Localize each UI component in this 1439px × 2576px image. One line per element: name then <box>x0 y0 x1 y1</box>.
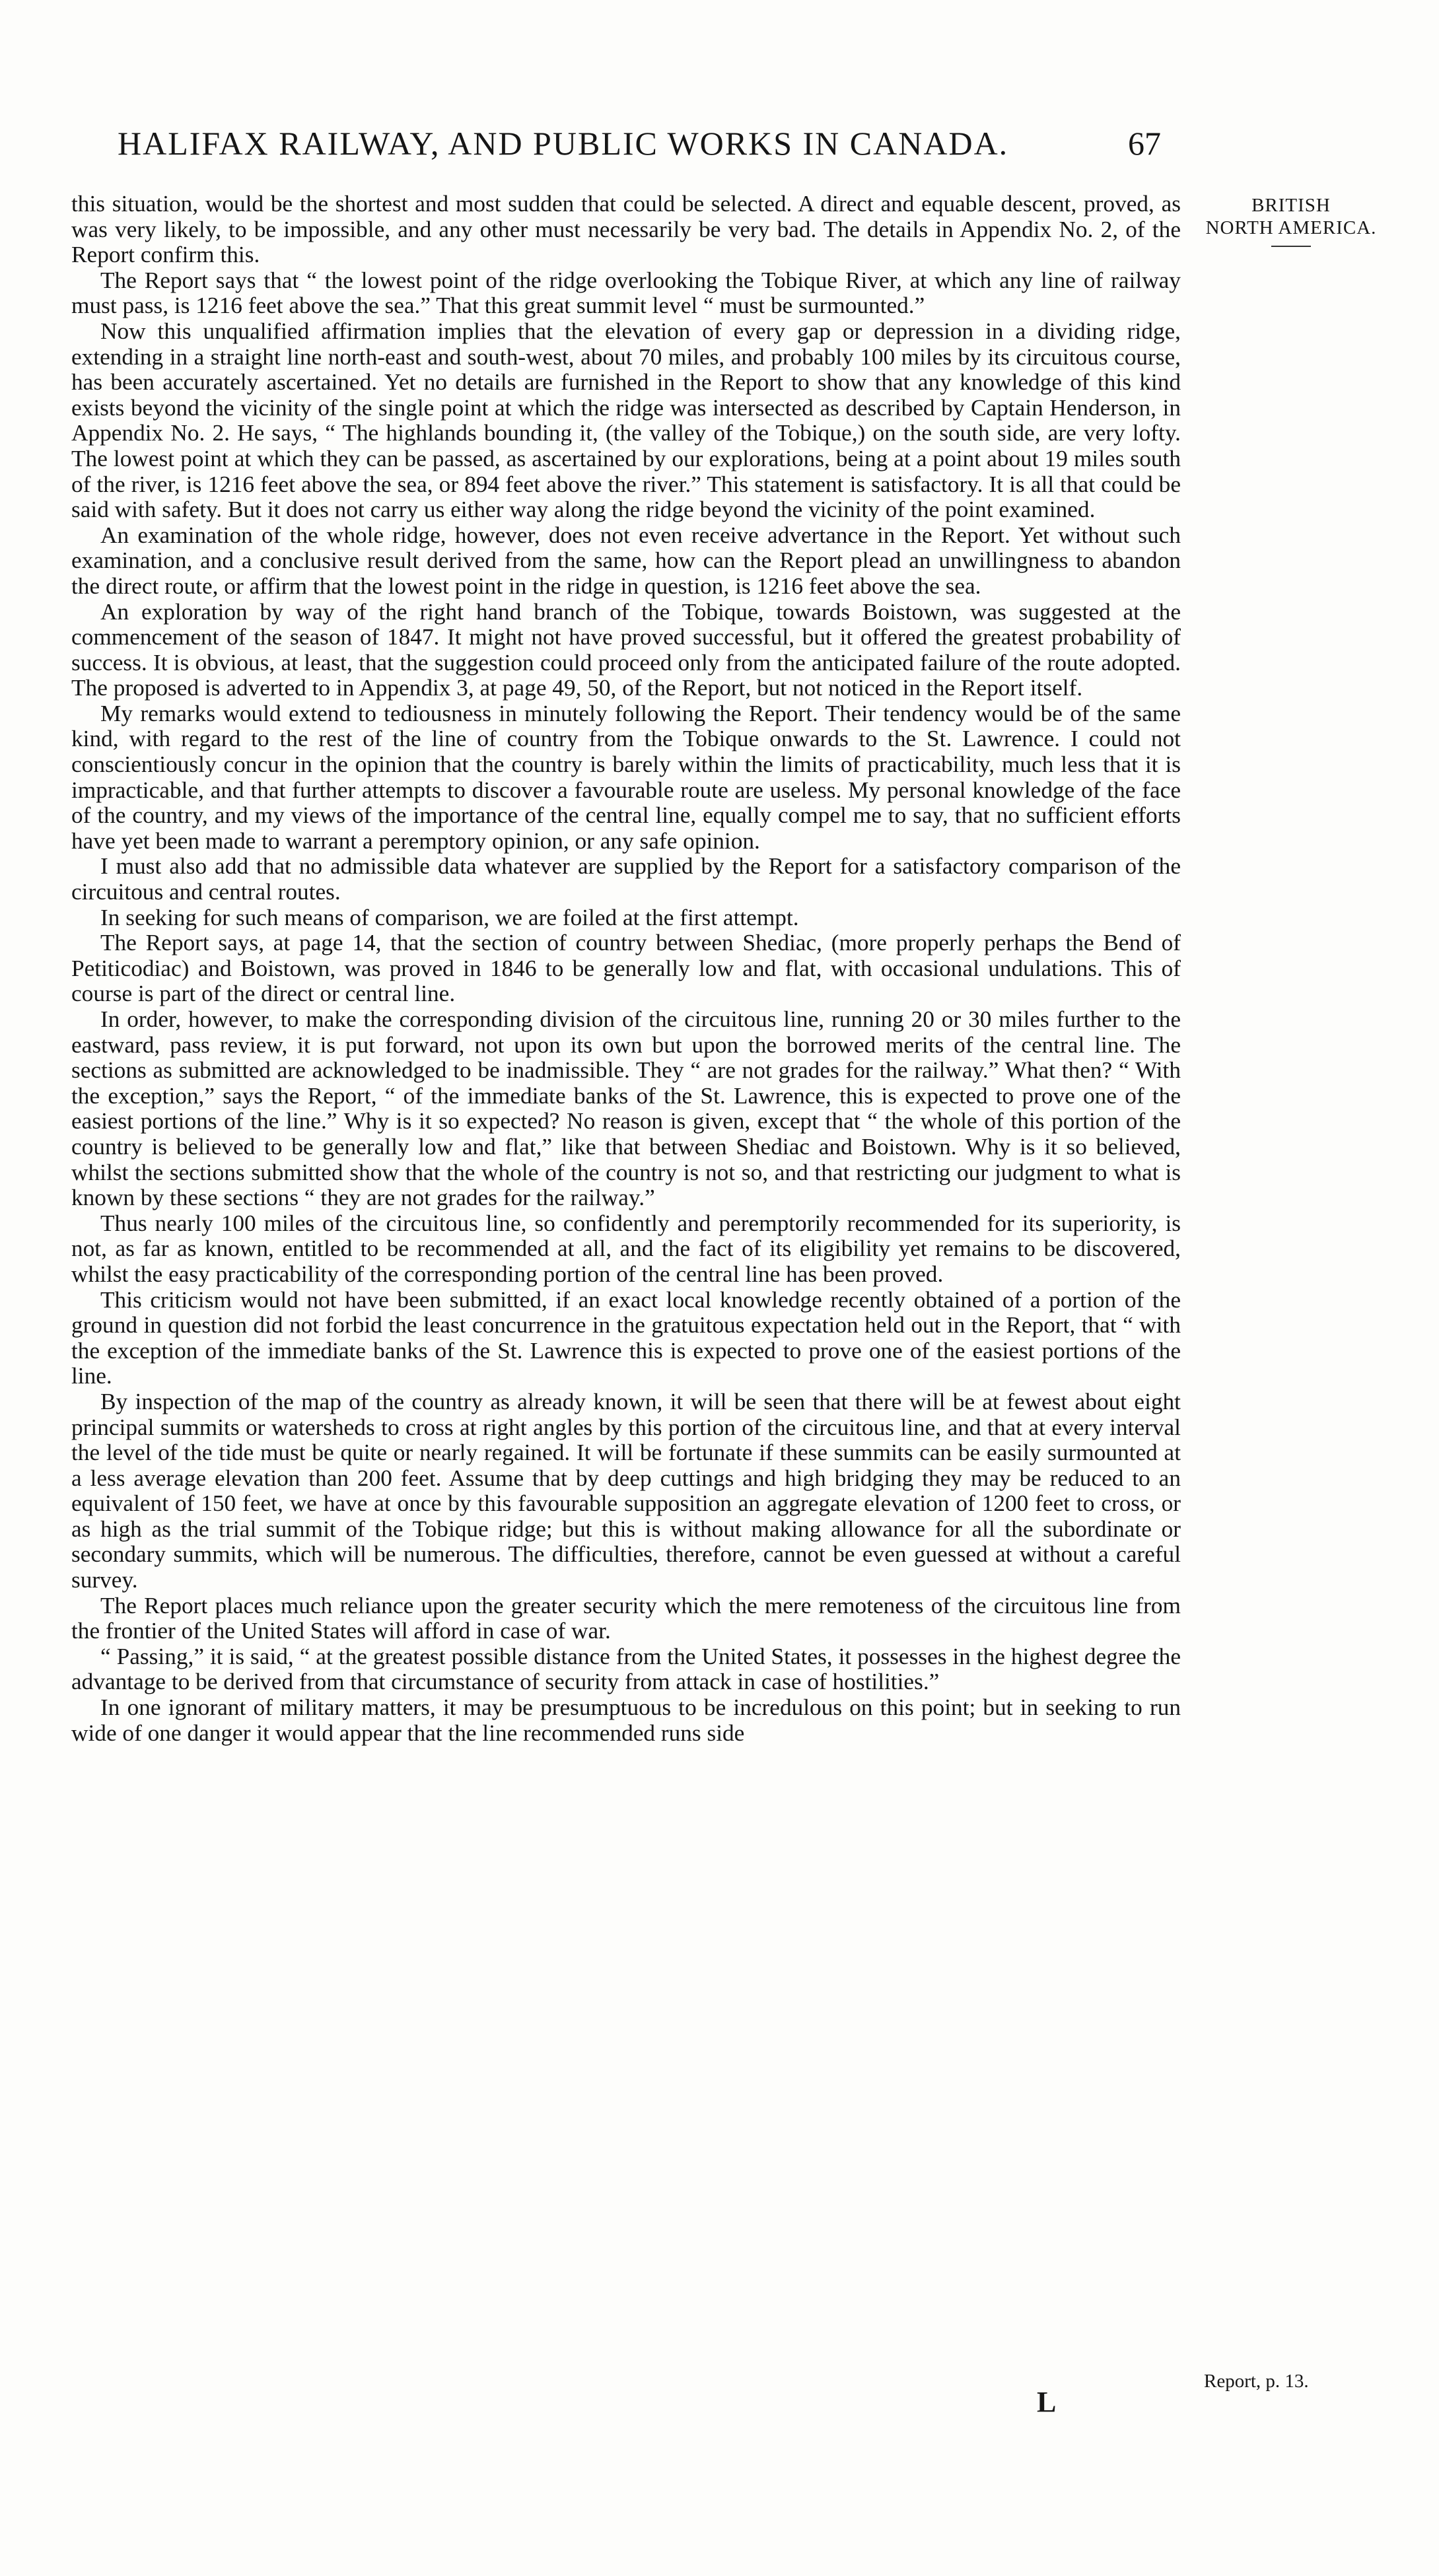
side-heading <box>1182 194 1400 247</box>
paragraph-15: “ Passing,” it is said, “ at the greatest possible distance from the United States, it possesses in the highest degree the advantage to be derived from that circumstance of security from attack in case of hostilities.” <box>71 1643 1181 1695</box>
page-header <box>118 124 1161 177</box>
paragraph-12: This criticism would not have been submitted, if an exact local knowledge recently obtained of a portion of the ground in question did not forbid the least concurrence in the gratuitous expectation held out in the Report, that “ with the exception of the immediate banks of the St. Lawrence this is expected to prove one of the easiest portions of the line. <box>71 1286 1181 1389</box>
paragraph-4: An examination of the whole ridge, however, does not even receive advertance in the Report. Yet without such examination, and a conclusive result derived from the same, how can the Report plead an unwillingness to abandon the direct route, or affirm that the lowest point in the ridge in question, is 1216 feet above the sea. <box>71 522 1181 599</box>
paragraph-9: The Report says, at page 14, that the section of country between Shediac, (more properly perhaps the Bend of Petiticodiac) and Boistown, was proved in 1846 to be generally low and flat, with occasional undulations. This of course is part of the direct or central line. <box>71 930 1181 1007</box>
paragraph-8: In seeking for such means of comparison, we are foiled at the first attempt. <box>100 904 799 930</box>
paragraph-10: In order, however, to make the corresponding division of the circuitous line, running 20 or 30 miles further to the eastward, pass review, it is put forward, not upon its own but upon the borrowed merits of the central line. The sections as submitted are acknowledged to be inadmissible. They “ are not grades for the railway.” What then? “ With the exception,” says the Report, “ of the immediate banks of the St. Lawrence, this is expected to prove one of the easiest portions of the line.” Why is it so expected? No reason is given, except that “ the whole of this portion of the country is believed to be generally low and flat,” like that between Shediac and Boistown. Why is it so believed, whilst the sections submitted show that the whole of the country is not so, and that restricting our judgment to what is known by these sections “ they are not grades for the railway.” <box>71 1006 1181 1211</box>
margin-note: Report, p. 13. <box>1204 2371 1309 2392</box>
signature-mark: L <box>1037 2386 1057 2418</box>
paragraph-6: My remarks would extend to tediousness in minutely following the Report. Their tendency would be of the same kind, with regard to the rest of the line of country from the Tobique onwards to the St. Lawrence. I could not conscientiously concur in the opinion that the country is barely within the limits of practicability, much less that it is impracticable, and that further attempts to discover a favourable route are useless. My personal knowledge of the face of the country, and my views of the importance of the central line, equally compel me to say, that no sufficient efforts have yet been made to warrant a peremptory opinion, or any safe opinion. <box>71 700 1181 854</box>
page-number: 67 <box>1128 125 1161 162</box>
paragraph-5: An exploration by way of the right hand branch of the Tobique, towards Boistown, was suggested at the commencement of the season of 1847. It might not have proved successful, but it offered the greatest probability of success. It is obvious, at least, that the suggestion could proceed only from the anticipated failure of the route adopted. The proposed is adverted to in Appendix 3, at page 49, 50, of the Report, but not noticed in the Report itself. <box>71 598 1181 701</box>
paragraph-1: this situation, would be the shortest and most sudden that could be selected. A direct and equable descent, proved, as was very likely, to be impossible, and any other must necessarily be very bad. The details in Appendix No. 2, of the Report confirm this. <box>71 191 1181 268</box>
paragraph-14: The Report places much reliance upon the greater security which the mere remoteness of the circuitous line from the frontier of the United States will afford in case of war. <box>71 1592 1181 1644</box>
paragraph-11: Thus nearly 100 miles of the circuitous line, so confidently and peremptorily recommended for its superiority, is not, as far as known, entitled to be recommended at all, and the fact of its eligibility yet remains to be discovered, whilst the easy practicability of the corresponding portion of the central line has been proved. <box>71 1210 1181 1287</box>
side-heading-line-2: NORTH AMERICA. <box>1205 217 1377 238</box>
paragraph-16: In one ignorant of military matters, it may be presumptuous to be incredulous on this point; but in seeking to run wide of one danger it would appear that the line recommended runs side <box>71 1694 1181 1746</box>
paragraph-13: By inspection of the map of the country as already known, it will be seen that there will be at fewest about eight principal summits or watersheds to cross at right angles by this portion of the circuitous line, and that at every interval the level of the tide must be quite or nearly regained. It will be fortunate if these summits can be easily surmounted at a less average elevation than 200 feet. Assume that by deep cuttings and high bridging they may be reduced to an equivalent of 150 feet, we have at once by this favourable supposition an aggregate elevation of 1200 feet to cross, or as high as the trial summit of the Tobique ridge; but this is without making allowance for all the subordinate or secondary summits, which will be numerous. The difficulties, therefore, cannot be even guessed at without a careful survey. <box>71 1388 1181 1593</box>
body-text <box>71 191 1181 1746</box>
side-heading-rule <box>1271 246 1311 247</box>
running-head: HALIFAX RAILWAY, AND PUBLIC WORKS IN CANADA. <box>118 125 1009 162</box>
paragraph-2: The Report says that “ the lowest point of the ridge overlooking the Tobique River, at which any line of railway must pass, is 1216 feet above the sea.” That this great summit level “ must be surmounted.” <box>71 267 1181 319</box>
paragraph-3: Now this unqualified affirmation implies that the elevation of every gap or depression in a dividing ridge, extending in a straight line north-east and south-west, about 70 miles, and probably 100 miles by its circuitous course, has been accurately ascertained. Yet no details are furnished in the Report to show that any knowledge of this kind exists beyond the vicinity of the single point at which the ridge was intersected as described by Captain Henderson, in Appendix No. 2. He says, “ The highlands bounding it, (the valley of the Tobique,) on the south side, are very lofty. The lowest point at which they can be passed, as ascertained by our explorations, being at a point about 19 miles south of the river, is 1216 feet above the sea, or 894 feet above the river.” This statement is satisfactory. It is all that could be said with safety. But it does not carry us either way along the ridge beyond the vicinity of the point examined. <box>71 318 1181 523</box>
paragraph-7: I must also add that no admissible data whatever are supplied by the Report for a satisfactory comparison of the circuitous and central routes. <box>71 853 1181 905</box>
side-heading-line-1: BRITISH <box>1251 195 1331 216</box>
